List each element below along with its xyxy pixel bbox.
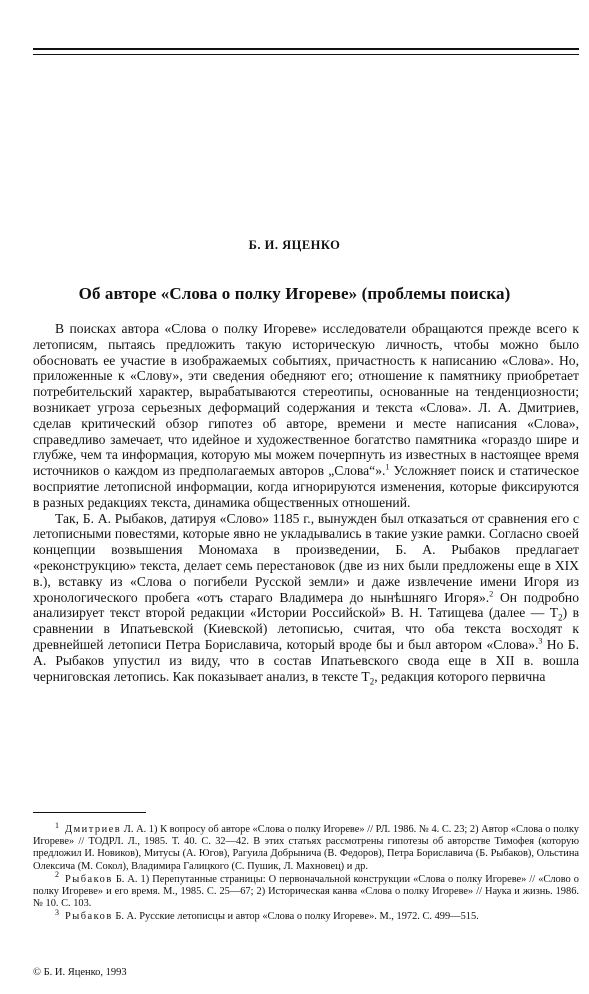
- footnote-text: Б. А. Русские летописцы и автор «Слова о полку Игореве». М., 1972. С. 499—515.: [112, 911, 479, 923]
- footnote-divider: [33, 812, 146, 813]
- paragraph-1: [33, 321, 579, 511]
- copyright-notice: © Б. И. Яценко, 1993: [33, 967, 127, 978]
- subscript-t2-first: 2: [558, 613, 563, 624]
- paragraph-2-text-c: ) в сравнении в Ипатьевской (Киевской) летописью, считая, что оба текста восходят к древнейшей летописи Петра Бориславича, который вроде бы и был автором «Слова».: [33, 605, 579, 652]
- article-body: [33, 321, 580, 687]
- paragraph-2: [33, 511, 579, 685]
- paragraph-1-text-b: Усложняет поиск и статическое восприятие летописной информации, когда игнорируются изменения, которые фиксируются в разных редакциях текста, динамика общественных отношений.: [33, 463, 580, 510]
- footnote-number: 1: [55, 820, 59, 830]
- article-author: Б. И. ЯЦЕНКО: [248, 238, 341, 252]
- paragraph-2-text-b: Он подробно анализирует текст второй редакции «Истории Российской» В. Н. Татищева (далее — Т: [33, 589, 579, 621]
- footnote-ref-1: 1: [385, 462, 390, 472]
- paragraph-1-text-a: В поисках автора «Слова о полку Игореве» исследователи обращаются прежде всего к летописям, пытаясь предложить такую историческую личность, чтобы можно было обосновать ее участие в изображаемых событиях, причастность к написанию «Слова». Но, приложенные к «Слову», эти сведения обедняют его; отношение к памятнику приобретает потребительский характер, вырабатываются стереотипы, основанные на тенденциозности; возникает угроза серьезных деформаций содержания и текста «Слова». Л. А. Дмитриев, сделав критический обзор гипотез об авторе, времени и месте написания «Слова», справедливо замечает, что идейное и художественное богатство памятника «гораздо шире и глубже, чем та информация, которую мы можем почерпнуть из известных в настоящее время источников о каждом из предполагаемых авторов „Слова“».: [33, 321, 579, 479]
- footnote-author: Рыбаков: [65, 911, 113, 923]
- article-title: Об авторе «Слова о полку Игореве» (проблемы поиска): [78, 284, 511, 303]
- footnote-2: [33, 870, 579, 911]
- footnote-3: [33, 907, 579, 923]
- footnote-text: Л. А. 1) К вопросу об авторе «Слова о полку Игореве» // РЛ. 1986. № 4. С. 23; 2) Автор «Слова о полку Игореве» // ТОДРЛ. Л., 1985. Т. 40. С. 32—42. В этих статьях рассмотрены гипотезы об авторстве Тимофея (которую предложил И. Новиков), Митусы (А. Югов), Рагуила Добрынича (В. Федоров), Петра Бориславича (Б. Рыбаков), Ольстина Олексича (М. Сокол), Владимира Галицкого (С. Пушик, Л. Махновец) и др.: [33, 824, 579, 872]
- footnote-ref-3: 3: [538, 636, 543, 646]
- top-rule: [33, 48, 579, 55]
- paragraph-2-text-a: Так, Б. А. Рыбаков, датируя «Слово» 1185 г., вынужден был отказаться от сравнения его с летописными повестями, которые явно не укладывались в такие узкие рамки. Согласно своей концепции возвышения Мономаха в произведении, Б. А. Рыбаков предлагает «реконструкцию» текста, делает семь перестановок (две из них были предложены еще в XIX в.), вставку из «Слова о погибели Русской земли» и даже извлечение имени Игоря из хронологического пробега «отъ стараго Владимера до нынѣшняго Игоря».: [33, 510, 579, 605]
- footnote-text: Б. А. 1) Перепутанные страницы: О первоначальной конструкции «Слова о полку Игореве» // «Слово о полку Игореве» и его время. М., 1985. С. 25—67; 2) Историческая канва «Слова о полку Игореве» // Наука и жизнь. 1986. № 10. С. 103.: [33, 873, 579, 910]
- footnote-ref-2: 2: [489, 589, 494, 599]
- paragraph-2-text-e: , редакция которого первична: [374, 668, 546, 684]
- footnote-number: 3: [55, 907, 59, 917]
- subscript-t2-second: 2: [369, 676, 375, 687]
- footnotes: [33, 820, 579, 925]
- paragraph-2-text-d: Но Б. А. Рыбаков упустил из виду, что в состав Ипатьевского свода еще в XII в. вошла черниговская летопись. Как показывает анализ, в тексте Т: [33, 636, 579, 684]
- footnote-author: Дмитриев: [65, 824, 122, 835]
- footnote-author: Рыбаков: [65, 873, 113, 885]
- footnote-number: 2: [55, 870, 59, 880]
- footnote-1: [33, 820, 579, 873]
